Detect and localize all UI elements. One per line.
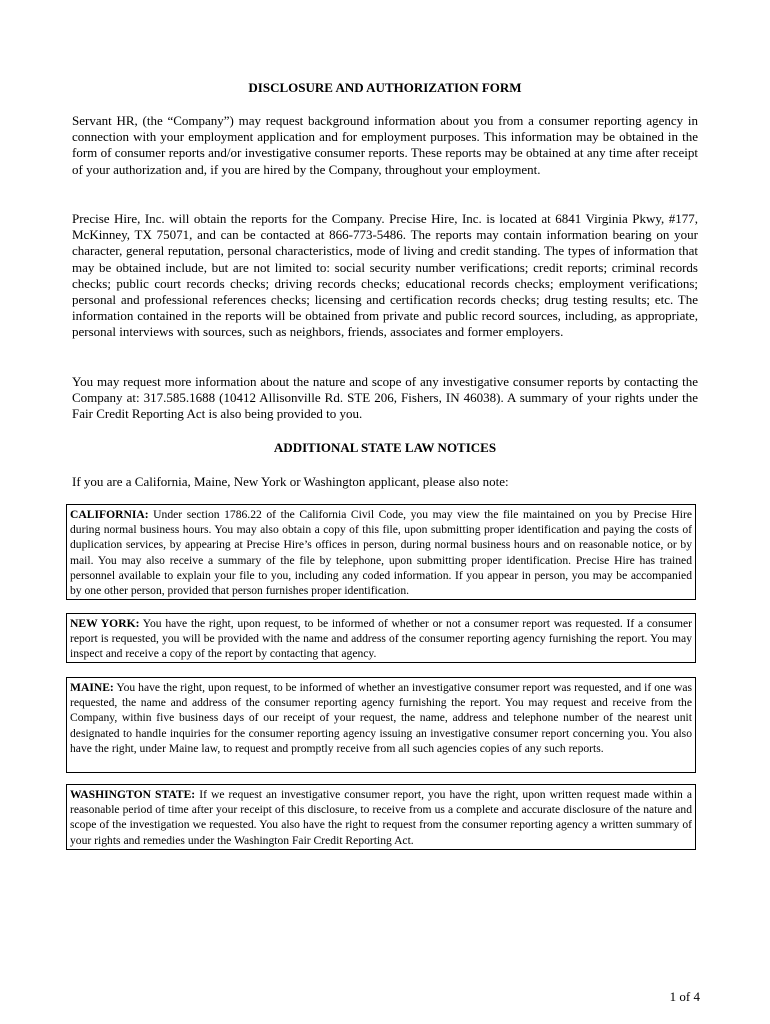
page-number: 1 of 4 (669, 989, 700, 1004)
state-notices-title: ADDITIONAL STATE LAW NOTICES (273, 440, 497, 455)
notice-box-california (66, 504, 696, 600)
paragraph-request-info: You may request more information about the nature and scope of any investigative consumer reports by contacting the Company at: 317.585.1688 (10412 Allisonville Rd. STE 206, Fishers, IN 46038). A summary of your rights under the Fair Credit Reporting Act is also being provided to you. (72, 374, 698, 422)
notice-label-maine: MAINE: (70, 681, 114, 694)
paragraph-company-disclosure: Servant HR, (the “Company”) may request background information about you from a consumer reporting agency in connection with your employment application and for employment purposes. This information may be obtained in the form of consumer reports and/or investigative consumer reports. These reports may be obtained at any time after receipt of your authorization and, if you are hired by the Company, throughout your employment. (72, 113, 698, 177)
notice-text-maine: You have the right, upon request, to be informed of whether an investigative consumer report was requested, and if one was requested, the name and address of the consumer reporting agency furnishing the report. You may request and receive from the Company, within five business days of our receipt of your request, the name, address and telephone number of the nearest unit designated to handle inquiries for the consumer reporting agency issuing an investigative consumer report concerning you. You also have the right, under Maine law, to request and promptly receive from all such agencies copies of any such reports. (70, 681, 692, 755)
paragraph-precise-hire: Precise Hire, Inc. will obtain the reports for the Company. Precise Hire, Inc. is located at 6841 Virginia Pkwy, #177, McKinney, TX 75071, and can be contacted at 866-773-5486. The reports may contain information bearing on your character, general reputation, personal characteristics, mode of living and credit standing. The types of information that may be obtained include, but are not limited to: social security number verifications; credit reports; criminal records checks; public court records checks; driving records checks; educational records checks; employment verifications; personal and professional references checks; licensing and certification records checks; drug testing results; etc. The information contained in the reports will be obtained from private and public record sources, including, as appropriate, personal interviews with sources, such as neighbors, friends, associates and former employers. (72, 211, 698, 340)
notice-label-washington: WASHINGTON STATE: (70, 788, 196, 801)
notice-text-washington: If we request an investigative consumer report, you have the right, upon written request made within a reasonable period of time after your receipt of this disclosure, to receive from us a complete and accurate disclosure of the nature and scope of the investigation we requested. You also have the right to request from the consumer reporting agency a written summary of your rights and remedies under the Washington Fair Credit Reporting Act. (70, 788, 692, 847)
notice-label-new-york: NEW YORK: (70, 617, 140, 630)
notice-text-new-york: You have the right, upon request, to be informed of whether or not a consumer report was requested. If a consumer report is requested, you will be provided with the name and address of the consumer reporting agency furnishing the report. You may inspect and receive a copy of the report by contacting that agency. (70, 617, 692, 661)
notice-box-washington (66, 784, 696, 850)
notice-text-california: Under section 1786.22 of the California Civil Code, you may view the file maintained on you by Precise Hire during normal business hours. You may also obtain a copy of this file, upon submitting proper identification and paying the costs of duplication services, by appearing at Precise Hire’s offices in person, during normal business hours and on reasonable notice, or by mail. You may also receive a summary of the file by telephone, upon submitting proper identification. Precise Hire has trained personnel available to explain your file to you, including any coded information. If you appear in person, you may be accompanied by one other person, provided that person furnishes proper identification. (70, 508, 692, 598)
notice-box-new-york (66, 613, 696, 663)
state-notices-intro: If you are a California, Maine, New York or Washington applicant, please also note: (72, 474, 509, 489)
document-title: DISCLOSURE AND AUTHORIZATION FORM (248, 80, 522, 95)
notice-box-maine (66, 677, 696, 773)
notice-label-california: CALIFORNIA: (70, 508, 149, 521)
